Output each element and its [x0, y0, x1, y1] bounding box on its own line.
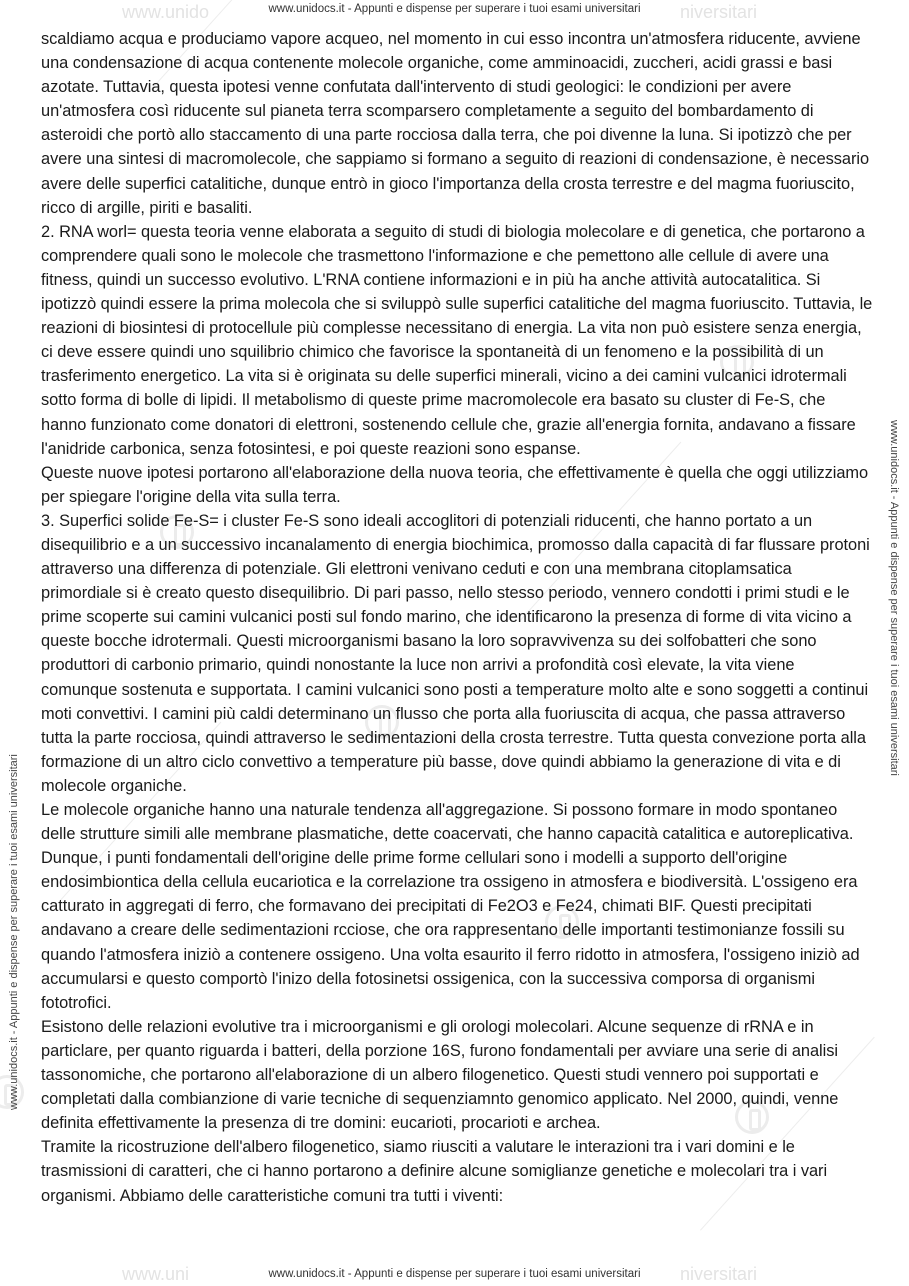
paragraph: Esistono delle relazioni evolutive tra i microorganismi e gli orologi molecolari. Alcune sequenze di rRNA e in particlare, per quanto riguarda i batteri, della porzione 16S, furono fondamentali per avviare una serie di analisi tassonomiche, che portarono all'elaborazione di un albero filogenetico. Questi studi vennero poi supportati e completati dalla combianzione di varie tecniche di sequenziamnto genomico applicato. Nel 2000, quindi, venne definita effettivamente la presenza di tre domini: eucarioti, procarioti e archea. [41, 1017, 839, 1133]
watermark-faint-text: niversitari [680, 2, 758, 22]
paragraph: 3. Superfici solide Fe-S= i cluster Fe-S sono ideali accoglitori di potenziali riducenti, che hanno portato a un disequilibrio e a un successivo incanalamento di energia biochimica, promosso dalla capacità di far flussare protoni attraverso una differenza di potenziale. Gli elettroni venivano ceduti e con una membrana citoplamsatica primordiale si è creato questo disequilibrio. Di pari passo, nello stesso periodo, vennero condotti i primi studi e le prime scoperte sui camini vulcanici posti sul fondo marino, che identificarono la presenza di forme di vita vicino a queste bocche idrotermali. Questi microorganismi basano la loro sopravvivenza su dei solfobatteri che sono produttori di carbonio primario, quindi nonostante la luce non arrivi a profondità così elevate, la vita viene comunque sostenuta e supportata. I camini vulcanici sono posti a temperature molto alte e sono soggetti a continui moti convettivi. I camini più caldi determinano un flusso che porta alla fuoriuscita di acqua, che passa attraverso tutta la parte rocciosa, quindi attraverso le sedimentazioni della crosta terrestre. Tutta questa convezione porta alla formazione di un altro ciclo convettivo a temperature più basse, dove quindi abbiamo la generazione di vita e di molecole organiche. [41, 511, 870, 795]
watermark-right: www.unidocs.it - Appunti e dispense per superare i tuoi esami universitari [888, 420, 900, 776]
watermark-faint-text: niversitari [680, 1264, 758, 1284]
watermark-left: www.unidocs.it - Appunti e dispense per superare i tuoi esami universitari [8, 754, 20, 1110]
paragraph: Tramite la ricostruzione dell'albero filogenetico, siamo riusciti a valutare le interazioni tra i vari domini e le trasmissioni di caratteri, che ci hanno portarono a definire alcune somiglianze genetiche e molecolari tra i vari organismi. Abbiamo delle caratteristiche comuni tra tutti i viventi: [41, 1138, 828, 1205]
paragraph: Le molecole organiche hanno una naturale tendenza all'aggregazione. Si possono formare in modo spontaneo delle strutture simili alle membrane plasmatiche, dette coacervati, che hanno capacità catalitica e autoreplicativa. Dunque, i punti fondamentali dell'origine delle prime forme cellulari sono i modelli a supporto dell'origine endosimbiontica della cellula eucariotica e la correlazione tra ossigeno in atmosfera e biodiversità. L'ossigeno era catturato in aggregati di ferro, che formavano dei precipitati di Fe2O3 e Fe24, chimati BIF. Questi precipitati andavano a creare delle sedimentazioni rcciose, che ora rappresentano delle importanti testimonianze fossili su quando l'atmosfera iniziò a contenere ossigeno. Una volta esaurito il ferro ridotto in atmosfera, l'ossigeno iniziò ad accumularsi e questo comportò l'inizo della fotosinetsi ossigenica, con la successiva comporsa di organismi fototrofici. [41, 801, 860, 1012]
watermark-faint-text: www.uni [122, 1264, 190, 1284]
paragraph: 2. RNA worl= questa teoria venne elaborata a seguito di studi di biologia molecolare e di genetica, che portarono a comprendere quali sono le molecole che trasmettono l'informazione e che pemettono alle cellule di avere una fitness, quindi un successo evolutivo. L'RNA contiene informazioni e in più ha anche attività autocatalitica. Si ipotizzò quindi essere la prima molecola che si sviluppò sulle superfici catalitiche del magma fuoriuscito. Tuttavia, le reazioni di biosintesi di protocellule più complesse necessitano di energia. La vita non può esistere senza energia, ci deve essere quindi uno squilibrio chimico che favorisce la spontaneità di un fenomeno e la possibilità di un trasferimento energetico. La vita si è originata su delle superfici minerali, vicino a dei camini vulcanici idrotermali sotto forma di bolle di lipidi. Il metabolismo di queste prime macromolecole era basato su cluster di Fe-S, che hanno funzionato come donatori di elettroni, sostenendo cellule che, grazie all'energia fornita, andavano a fissare l'anidride carbonica, senza fotosintesi, e poi queste reazioni sono espanse. [41, 222, 873, 458]
watermark-header: www.unidocs.it - Appunti e dispense per superare i tuoi esami universitari [268, 3, 641, 15]
paragraph: scaldiamo acqua e produciamo vapore acqueo, nel momento in cui esso incontra un'atmosfera riducente, avviene una condensazione di acqua contenente molecole organiche, come amminoacidi, zuccheri, acidi grassi e basi azotate. Tuttavia, questa ipotesi venne confutata dall'intervento di studi geologici: le condizioni per avere un'atmosfera così riducente sul pianeta terra scomparsero completamente a seguito del bombardamento di asteroidi che portò allo staccamento di una parte rocciosa dalla terra, che poi divenne la luna. Si ipotizzò che per avere una sintesi di macromolecole, che sappiamo si formano a seguito di reazioni di condensazione, è necessario avere delle superfici catalitiche, dunque entrò in gioco l'importanza della crosta terrestre e del magma fuoriuscito, ricco di argille, piriti e basaliti. [41, 30, 870, 217]
watermark-faint-text: www.unido [122, 2, 210, 22]
watermark-footer: www.unidocs.it - Appunti e dispense per superare i tuoi esami universitari [268, 1268, 641, 1280]
paragraph: Queste nuove ipotesi portarono all'elaborazione della nuova teoria, che effettivamente è quella che oggi utilizziamo per spiegare l'origine della vita sulla terra. [41, 463, 869, 506]
document-body [41, 27, 875, 1208]
